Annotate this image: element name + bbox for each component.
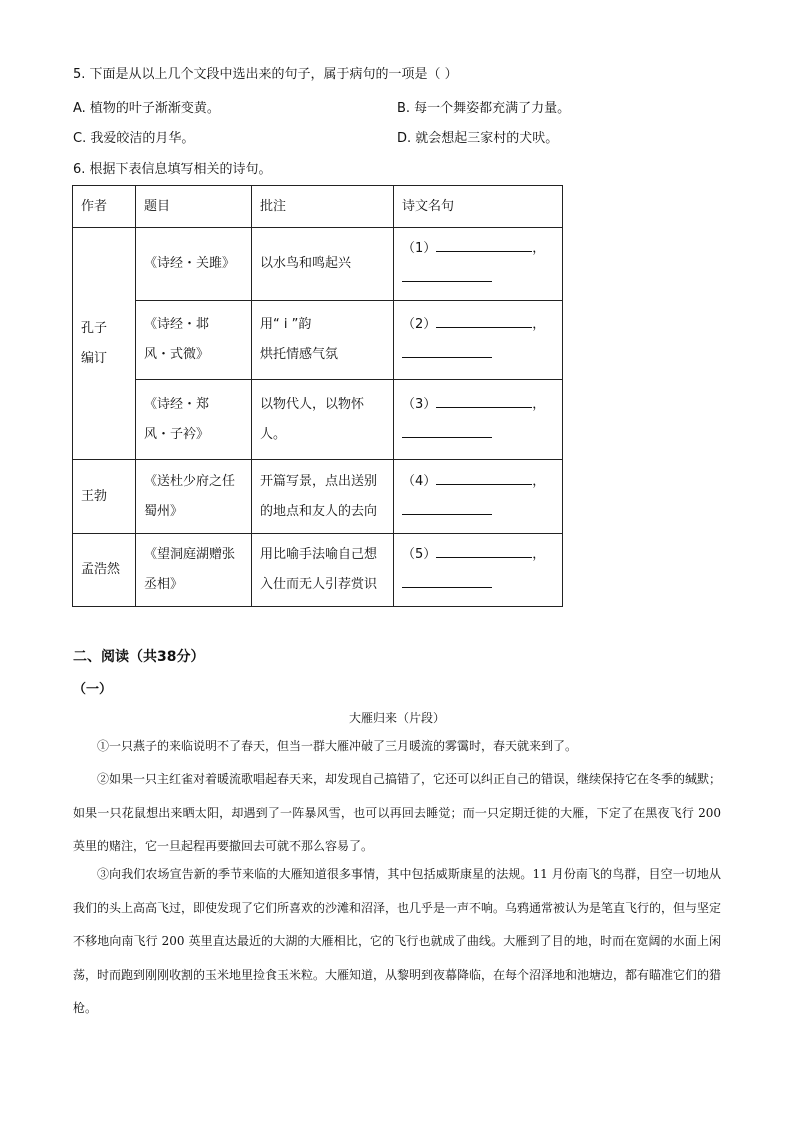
header-verse: 诗文名句	[394, 186, 563, 228]
title-cell	[136, 228, 252, 301]
author-cell: 王勃	[73, 460, 136, 534]
note-line: 烘托情感气氛	[260, 347, 339, 362]
table-row	[73, 301, 563, 380]
verse-number: （5）	[402, 547, 437, 562]
title-line: 风・子衿》	[144, 426, 210, 442]
verse-number: （4）	[402, 473, 437, 489]
verse-cell	[394, 380, 563, 460]
answer-blank[interactable]	[436, 393, 532, 408]
verse-cell	[394, 460, 563, 534]
comma: ，	[532, 317, 546, 332]
table-row	[73, 228, 563, 301]
header-title: 题目	[136, 186, 252, 228]
verse-number: （2）	[402, 317, 437, 332]
comma: ，	[532, 547, 546, 562]
title-line: 《诗经・关雎》	[144, 256, 236, 271]
author-line: 编订	[81, 350, 108, 366]
reading-section-heading: 二、阅读（共38分）	[73, 649, 205, 665]
note-cell	[252, 301, 394, 380]
verse-number: （3）	[402, 396, 437, 412]
poem-table	[72, 185, 563, 607]
note-cell	[252, 228, 394, 301]
header-note: 批注	[252, 186, 394, 228]
q5-option-b: B. 每一个舞姿都充满了力量。	[397, 101, 571, 116]
author-cell	[73, 228, 136, 460]
passage-paragraph-2: ②如果一只主红雀对着暖流歌唱起春天来，却发现自己搞错了，它还可以纠正自己的错误，继续保持它在冬季的缄默；如果一只花鼠想出来晒太阳，却遇到了一阵暴风雪，也可以再回去睡觉；而一只定期迁徙的大雁，下定了在黑夜飞行 200 英里的赌注，它一旦起程再要撤回去可就不那么容易了。	[73, 772, 722, 854]
table-header-row	[73, 186, 563, 228]
verse-cell	[394, 301, 563, 380]
q5-option-c: C. 我爱皎洁的月华。	[73, 131, 195, 146]
note-line: 用“ i ”韵	[260, 317, 312, 332]
verse-cell	[394, 534, 563, 607]
title-cell	[136, 460, 252, 534]
title-line: 《诗经・郑	[144, 396, 210, 412]
note-line: 入仕而无人引荐赏识	[260, 577, 378, 592]
note-cell	[252, 460, 394, 534]
reading-subsection-heading: （一）	[73, 682, 113, 697]
answer-blank[interactable]	[402, 423, 492, 438]
title-line: 《望洞庭湖赠张	[144, 547, 236, 562]
note-line: 以水鸟和鸣起兴	[260, 256, 352, 271]
q5-option-d: D. 就会想起三家村的犬吠。	[397, 131, 559, 146]
header-author: 作者	[73, 186, 136, 228]
answer-blank[interactable]	[402, 573, 492, 588]
passage-paragraph-3: ③向我们农场宣告新的季节来临的大雁知道很多事情，其中包括威斯康星的法规。11 月份南飞的鸟群，目空一切地从我们的头上高高飞过，即使发现了它们所喜欢的沙滩和沼泽，也几乎是一声不响。乌鸦通常被认为是笔直飞行的，但与坚定不移地向南飞行 200 英里直达最近的大湖的大雁相比，它的飞行也就成了曲线。大雁到了目的地，时而在宽阔的水面上闲荡，时而跑到刚刚收割的玉米地里捡食玉米粒。大雁知道，从黎明到夜幕降临，在每个沼泽地和池塘边，都有瞄准它们的猎枪。	[73, 867, 722, 1016]
passage-title: 大雁归来（片段）	[348, 711, 445, 725]
q5-stem: 5. 下面是从以上几个文段中选出来的句子，属于病句的一项是（ ）	[73, 67, 458, 82]
title-line: 《诗经・邶	[144, 317, 210, 332]
note-line: 的地点和友人的去向	[260, 503, 378, 519]
comma: ，	[532, 473, 546, 489]
answer-blank[interactable]	[402, 343, 492, 358]
note-line: 开篇写景，点出送别	[260, 473, 378, 489]
title-cell	[136, 301, 252, 380]
answer-blank[interactable]	[436, 313, 532, 328]
title-line: 风・式微》	[144, 347, 210, 362]
author-line: 孔子	[81, 320, 108, 336]
answer-blank[interactable]	[436, 543, 532, 558]
note-line: 用比喻手法喻自己想	[260, 547, 378, 562]
note-cell	[252, 534, 394, 607]
table-row	[73, 534, 563, 607]
verse-number: （1）	[402, 241, 437, 256]
answer-blank[interactable]	[402, 267, 492, 282]
answer-blank[interactable]	[402, 500, 492, 515]
comma: ，	[532, 396, 546, 412]
title-cell	[136, 380, 252, 460]
note-cell	[252, 380, 394, 460]
comma: ，	[532, 241, 546, 256]
note-line: 人。	[260, 426, 287, 442]
passage-paragraph-1: ①一只燕子的来临说明不了春天，但当一群大雁冲破了三月暖流的雾霭时，春天就来到了。	[97, 739, 578, 753]
title-line: 丞相》	[144, 577, 184, 592]
title-cell	[136, 534, 252, 607]
table-row	[73, 460, 563, 534]
title-line: 蜀州》	[144, 503, 184, 519]
verse-cell	[394, 228, 563, 301]
title-line: 《送杜少府之任	[144, 473, 236, 489]
q6-stem: 6. 根据下表信息填写相关的诗句。	[73, 162, 272, 177]
answer-blank[interactable]	[436, 470, 532, 485]
author-cell: 孟浩然	[73, 534, 136, 607]
answer-blank[interactable]	[436, 237, 532, 252]
table-row	[73, 380, 563, 460]
note-line: 以物代人，以物怀	[260, 396, 365, 412]
q5-option-a: A. 植物的叶子渐渐变黄。	[73, 101, 220, 116]
